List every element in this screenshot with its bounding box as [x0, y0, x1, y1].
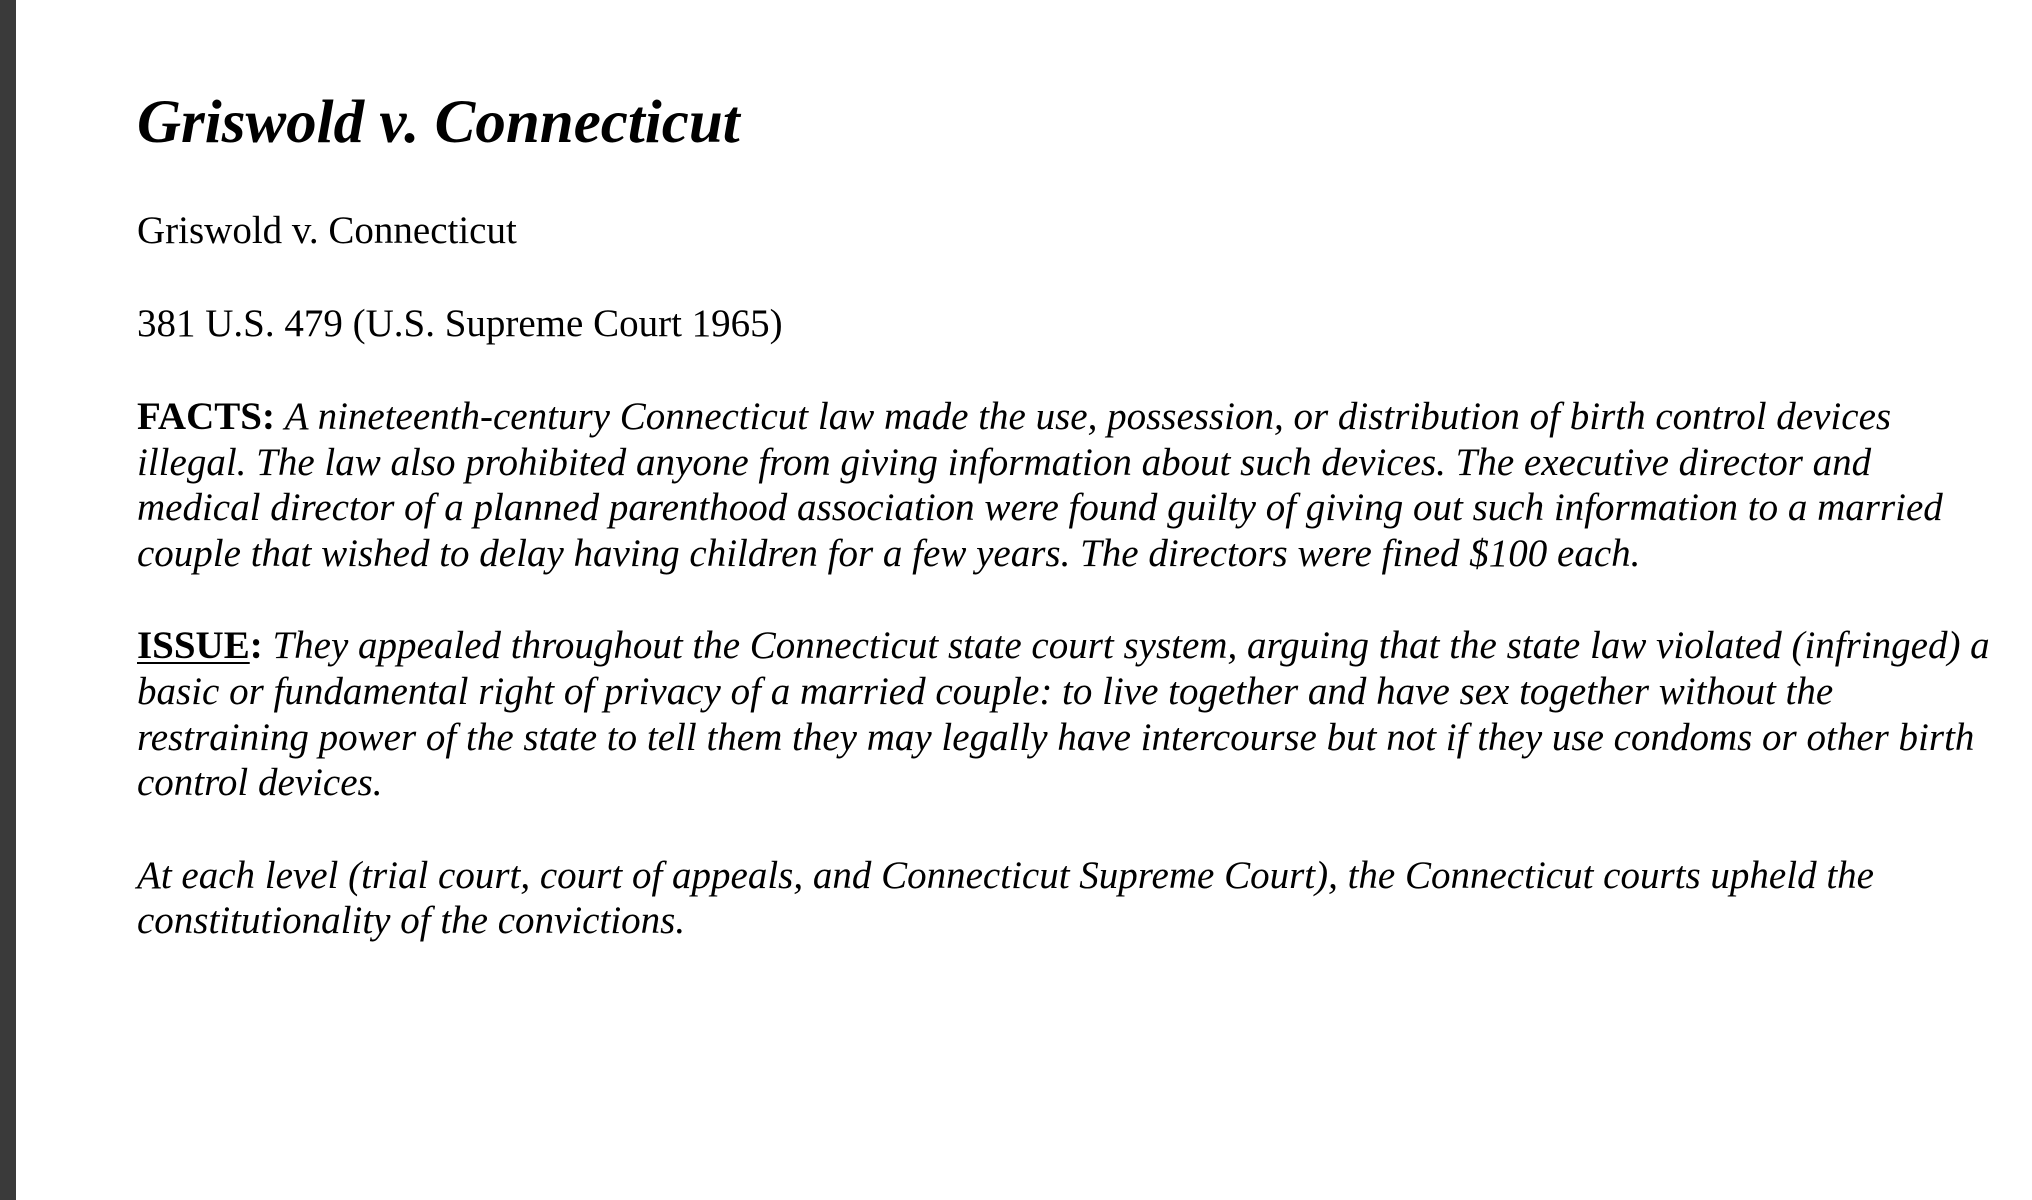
procedural-history-paragraph: At each level (trial court, court of appeals, and Connecticut Supreme Court), the Connecticut courts upheld the constitutionality of the convictions. — [137, 853, 1874, 943]
window-edge-bar — [0, 0, 16, 1200]
case-name: Griswold v. Connecticut — [137, 209, 517, 252]
facts-label: FACTS: — [137, 395, 275, 438]
case-citation: 381 U.S. 479 (U.S. Supreme Court 1965) — [137, 302, 783, 345]
issue-paragraph — [137, 623, 1997, 805]
issue-text: They appealed throughout the Connecticut state court system, arguing that the state law violated (infringed) a basic or fundamental right of privacy of a married couple: to live together and have sex together without the restraining power of the state to tell them they may legally have intercourse but not if they use condoms or other birth control devices. — [137, 624, 1990, 805]
facts-text: A nineteenth-century Connecticut law made the use, possession, or distribution of birth control devices illegal. The law also prohibited anyone from giving information about such devices. The executive director and medical director of a planned parenthood association were found guilty of giving out such information to a married couple that wished to delay having children for a few years. The directors were fined $100 each. — [137, 395, 1943, 575]
document-page — [16, 0, 2032, 1200]
facts-paragraph — [137, 394, 1997, 576]
issue-label: ISSUE — [137, 624, 250, 668]
document-title: Griswold v. Connecticut — [137, 89, 740, 156]
document-body — [137, 84, 1997, 991]
issue-label-colon: : — [249, 624, 263, 668]
